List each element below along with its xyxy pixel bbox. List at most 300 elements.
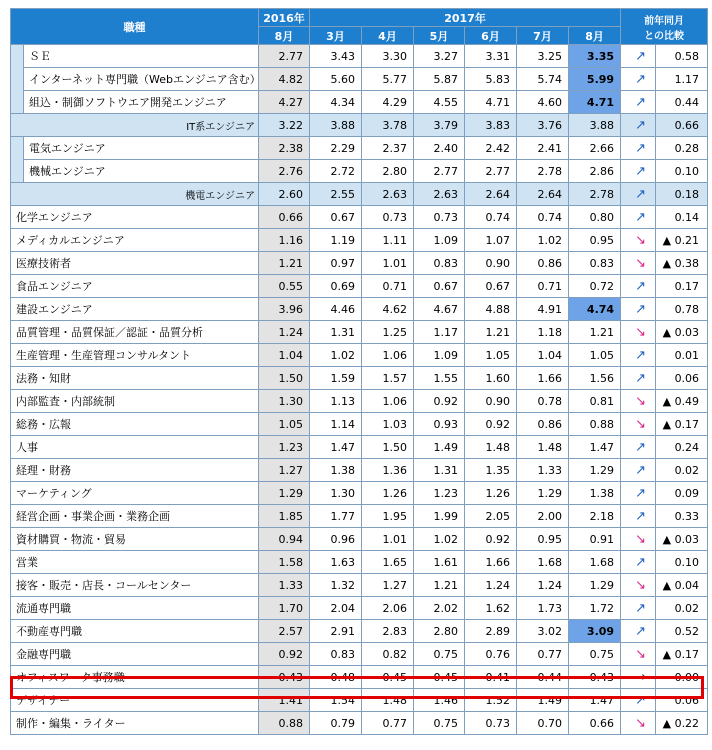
arrow-up-right-icon: ↗ (635, 71, 646, 87)
job-name: 接客・販売・店長・コールセンター (11, 574, 259, 597)
job-name: マーケティング (11, 482, 259, 505)
value-2017: 1.35 (465, 459, 517, 482)
yoy-diff: ▲ 0.03 (656, 528, 708, 551)
year-2017-header: 2017年 (310, 9, 621, 27)
arrow-down-right-icon: ↘ (635, 531, 646, 547)
value-2017: 1.05 (465, 344, 517, 367)
value-2017: 1.48 (517, 436, 569, 459)
value-2017: 0.75 (569, 643, 621, 666)
value-2017: 0.95 (517, 528, 569, 551)
value-2017: 0.95 (569, 229, 621, 252)
value-2017: 2.80 (362, 160, 414, 183)
value-2017: 0.86 (517, 413, 569, 436)
value-2017: 0.74 (465, 206, 517, 229)
table-row (11, 436, 708, 459)
arrow-down-right-icon: ↘ (635, 255, 646, 271)
value-2016-aug: 0.92 (259, 643, 310, 666)
value-2017: 0.83 (310, 643, 362, 666)
value-2017: 5.77 (362, 68, 414, 91)
value-2017: 0.66 (569, 712, 621, 735)
value-2017: 1.49 (517, 689, 569, 712)
value-2016-aug: 1.70 (259, 597, 310, 620)
job-name: 化学エンジニア (11, 206, 259, 229)
value-2017: 2.77 (414, 160, 465, 183)
arrow-right-icon: → (635, 669, 646, 685)
job-name: 資材購買・物流・貿易 (11, 528, 259, 551)
value-2017: 0.86 (517, 252, 569, 275)
value-2017: 0.88 (569, 413, 621, 436)
table-row (11, 551, 708, 574)
job-name: 建設エンジニア (11, 298, 259, 321)
value-2017: 1.26 (465, 482, 517, 505)
yoy-diff: 0.33 (656, 505, 708, 528)
table-row (11, 643, 708, 666)
job-name: 人事 (11, 436, 259, 459)
value-2017: 4.34 (310, 91, 362, 114)
value-2016-aug: 2.60 (259, 183, 310, 206)
value-2017: 1.05 (569, 344, 621, 367)
value-2017: 0.75 (414, 643, 465, 666)
value-2017: 1.07 (465, 229, 517, 252)
value-2017: 3.09 (569, 620, 621, 643)
value-2017: 1.02 (310, 344, 362, 367)
arrow-up-right-icon: ↗ (635, 439, 646, 455)
yoy-diff: ▲ 0.17 (656, 413, 708, 436)
job-name: 経営企画・事業企画・業務企画 (11, 505, 259, 528)
value-2017: 1.77 (310, 505, 362, 528)
value-2017: 1.55 (414, 367, 465, 390)
value-2017: 0.92 (414, 390, 465, 413)
value-2017: 2.63 (414, 183, 465, 206)
value-2017: 1.61 (414, 551, 465, 574)
arrow-up-right-icon: ↗ (635, 623, 646, 639)
value-2017: 2.05 (465, 505, 517, 528)
value-2016-aug: 2.77 (259, 45, 310, 68)
value-2017: 1.09 (414, 229, 465, 252)
value-2017: 1.36 (362, 459, 414, 482)
value-2017: 1.21 (569, 321, 621, 344)
value-2017: 1.56 (569, 367, 621, 390)
job-name: 医療技術者 (11, 252, 259, 275)
yoy-diff: 0.10 (656, 160, 708, 183)
yoy-diff: ▲ 0.21 (656, 229, 708, 252)
yoy-diff: ▲ 0.38 (656, 252, 708, 275)
yoy-diff: ▲ 0.03 (656, 321, 708, 344)
value-2017: 5.87 (414, 68, 465, 91)
job-name: 金融専門職 (11, 643, 259, 666)
value-2016-aug: 2.76 (259, 160, 310, 183)
value-2017: 0.72 (569, 275, 621, 298)
arrow-down-right-icon: ↘ (635, 646, 646, 662)
yoy-diff: 0.44 (656, 91, 708, 114)
value-2017: 2.83 (362, 620, 414, 643)
value-2017: 5.83 (465, 68, 517, 91)
arrow-down-right-icon: ↘ (635, 232, 646, 248)
yoy-diff: 0.52 (656, 620, 708, 643)
job-name: 流通専門職 (11, 597, 259, 620)
value-2016-aug: 3.22 (259, 114, 310, 137)
value-2017: 1.30 (310, 482, 362, 505)
value-2017: 1.19 (310, 229, 362, 252)
value-2017: 2.64 (517, 183, 569, 206)
yoy-diff: 0.09 (656, 482, 708, 505)
value-2017: 0.43 (569, 666, 621, 689)
value-2017: 2.63 (362, 183, 414, 206)
value-2017: 1.68 (569, 551, 621, 574)
value-2017: 4.29 (362, 91, 414, 114)
value-2017: 0.70 (517, 712, 569, 735)
value-2017: 1.11 (362, 229, 414, 252)
value-2017: 0.67 (465, 275, 517, 298)
value-2017: 0.81 (569, 390, 621, 413)
value-2017: 1.48 (362, 689, 414, 712)
indent-cell (11, 137, 24, 160)
job-name: 生産管理・生産管理コンサルタント (11, 344, 259, 367)
value-2017: 1.63 (310, 551, 362, 574)
value-2017: 0.71 (362, 275, 414, 298)
value-2017: 1.33 (517, 459, 569, 482)
value-2017: 1.29 (569, 574, 621, 597)
value-2017: 2.04 (310, 597, 362, 620)
value-2017: 5.99 (569, 68, 621, 91)
value-2017: 0.45 (414, 666, 465, 689)
value-2016-aug: 3.96 (259, 298, 310, 321)
value-2017: 1.59 (310, 367, 362, 390)
value-2016-aug: 0.43 (259, 666, 310, 689)
value-2017: 1.29 (569, 459, 621, 482)
value-2017: 1.62 (465, 597, 517, 620)
yoy-diff: 0.00 (656, 666, 708, 689)
job-name: 経理・財務 (11, 459, 259, 482)
value-2017: 3.76 (517, 114, 569, 137)
value-2017: 2.86 (569, 160, 621, 183)
value-2017: 1.21 (414, 574, 465, 597)
yoy-diff: ▲ 0.04 (656, 574, 708, 597)
value-2017: 0.96 (310, 528, 362, 551)
table-row (11, 68, 708, 91)
arrow-up-right-icon: ↗ (635, 347, 646, 363)
value-2017: 1.38 (310, 459, 362, 482)
value-2017: 2.72 (310, 160, 362, 183)
value-2017: 4.60 (517, 91, 569, 114)
month-header: 5月 (414, 27, 465, 45)
value-2017: 1.72 (569, 597, 621, 620)
arrow-up-right-icon: ↗ (635, 301, 646, 317)
value-2017: 1.99 (414, 505, 465, 528)
arrow-down-right-icon: ↘ (635, 393, 646, 409)
arrow-up-right-icon: ↗ (635, 117, 646, 133)
value-2017: 2.64 (465, 183, 517, 206)
value-2017: 2.06 (362, 597, 414, 620)
value-2017: 2.29 (310, 137, 362, 160)
value-2017: 1.18 (517, 321, 569, 344)
value-2016-aug: 0.55 (259, 275, 310, 298)
value-2017: 0.78 (517, 390, 569, 413)
arrow-down-right-icon: ↘ (635, 715, 646, 731)
table-row (11, 620, 708, 643)
value-2017: 2.80 (414, 620, 465, 643)
arrow-up-right-icon: ↗ (635, 278, 646, 294)
value-2017: 0.93 (414, 413, 465, 436)
value-2017: 3.02 (517, 620, 569, 643)
value-2017: 2.91 (310, 620, 362, 643)
table-row (11, 183, 708, 206)
yoy-diff: 1.17 (656, 68, 708, 91)
table-row (11, 482, 708, 505)
table-row (11, 252, 708, 275)
value-2017: 3.79 (414, 114, 465, 137)
yoy-diff: 0.58 (656, 45, 708, 68)
value-2016-aug: 2.38 (259, 137, 310, 160)
value-2016-aug: 4.82 (259, 68, 310, 91)
value-2017: 3.83 (465, 114, 517, 137)
value-2017: 2.55 (310, 183, 362, 206)
value-2017: 3.88 (310, 114, 362, 137)
value-2017: 0.80 (569, 206, 621, 229)
value-2017: 0.41 (465, 666, 517, 689)
value-2017: 0.90 (465, 252, 517, 275)
value-2017: 0.77 (517, 643, 569, 666)
value-2017: 1.66 (517, 367, 569, 390)
value-2017: 1.13 (310, 390, 362, 413)
value-2016-aug: 1.58 (259, 551, 310, 574)
value-2017: 0.97 (310, 252, 362, 275)
value-2017: 1.23 (414, 482, 465, 505)
arrow-up-right-icon: ↗ (635, 554, 646, 570)
arrow-down-right-icon: ↘ (635, 324, 646, 340)
yoy-diff: 0.02 (656, 597, 708, 620)
yoy-diff: 0.24 (656, 436, 708, 459)
job-name: 品質管理・品質保証／認証・品質分析 (11, 321, 259, 344)
value-2017: 3.35 (569, 45, 621, 68)
value-2017: 0.71 (517, 275, 569, 298)
table-row (11, 574, 708, 597)
value-2017: 4.46 (310, 298, 362, 321)
value-2017: 4.74 (569, 298, 621, 321)
group-subtotal-name: 機電エンジニア (11, 183, 259, 206)
value-2017: 4.67 (414, 298, 465, 321)
value-2017: 2.00 (517, 505, 569, 528)
value-2017: 4.71 (569, 91, 621, 114)
value-2017: 1.54 (310, 689, 362, 712)
job-name: ＳＥ (24, 45, 259, 68)
value-2017: 0.92 (465, 528, 517, 551)
value-2017: 1.03 (362, 413, 414, 436)
value-2016-aug: 1.05 (259, 413, 310, 436)
yoy-diff: 0.17 (656, 275, 708, 298)
value-2017: 2.66 (569, 137, 621, 160)
value-2016-aug: 0.66 (259, 206, 310, 229)
indent-cell (11, 68, 24, 91)
table-row (11, 114, 708, 137)
value-2017: 0.76 (465, 643, 517, 666)
value-2017: 1.01 (362, 528, 414, 551)
value-2017: 2.18 (569, 505, 621, 528)
value-2017: 3.30 (362, 45, 414, 68)
value-2017: 3.43 (310, 45, 362, 68)
value-2017: 0.83 (414, 252, 465, 275)
value-2016-aug: 1.29 (259, 482, 310, 505)
value-2017: 0.83 (569, 252, 621, 275)
table-row (11, 344, 708, 367)
value-2017: 0.75 (414, 712, 465, 735)
value-2017: 2.89 (465, 620, 517, 643)
value-2017: 0.67 (310, 206, 362, 229)
arrow-down-right-icon: ↘ (635, 577, 646, 593)
arrow-up-right-icon: ↗ (635, 485, 646, 501)
value-2016-aug: 1.27 (259, 459, 310, 482)
job-name: オフィスワーク事務職 (11, 666, 259, 689)
value-2017: 1.31 (310, 321, 362, 344)
value-2017: 1.31 (414, 459, 465, 482)
value-2017: 1.38 (569, 482, 621, 505)
value-2017: 2.37 (362, 137, 414, 160)
value-2017: 0.90 (465, 390, 517, 413)
job-name: 総務・広報 (11, 413, 259, 436)
value-2017: 0.44 (517, 666, 569, 689)
value-2017: 5.60 (310, 68, 362, 91)
indent-cell (11, 91, 24, 114)
value-2017: 1.32 (310, 574, 362, 597)
value-2017: 1.47 (569, 436, 621, 459)
value-2017: 1.47 (310, 436, 362, 459)
job-name: 食品エンジニア (11, 275, 259, 298)
table-row (11, 712, 708, 735)
highlight-callout-box (10, 676, 704, 699)
value-2017: 1.06 (362, 390, 414, 413)
value-2017: 1.25 (362, 321, 414, 344)
value-2016-aug: 0.88 (259, 712, 310, 735)
group-subtotal-name: IT系エンジニア (11, 114, 259, 137)
month-header: 8月 (259, 27, 310, 45)
arrow-up-right-icon: ↗ (635, 94, 646, 110)
value-2017: 4.55 (414, 91, 465, 114)
value-2017: 1.52 (465, 689, 517, 712)
job-ratio-table (10, 8, 708, 735)
job-name: 不動産専門職 (11, 620, 259, 643)
table-body (11, 45, 708, 735)
value-2017: 2.41 (517, 137, 569, 160)
arrow-up-right-icon: ↗ (635, 600, 646, 616)
month-header: 8月 (569, 27, 621, 45)
value-2017: 4.91 (517, 298, 569, 321)
value-2016-aug: 1.23 (259, 436, 310, 459)
value-2017: 1.09 (414, 344, 465, 367)
table-row (11, 160, 708, 183)
value-2017: 2.02 (414, 597, 465, 620)
yoy-diff: ▲ 0.49 (656, 390, 708, 413)
arrow-up-right-icon: ↗ (635, 48, 646, 64)
value-2017: 0.73 (362, 206, 414, 229)
value-2017: 1.06 (362, 344, 414, 367)
table-row (11, 505, 708, 528)
job-name: 内部監査・内部統制 (11, 390, 259, 413)
value-2017: 1.57 (362, 367, 414, 390)
value-2017: 4.62 (362, 298, 414, 321)
yoy-diff: 0.10 (656, 551, 708, 574)
table-row (11, 390, 708, 413)
table-row (11, 528, 708, 551)
value-2016-aug: 1.24 (259, 321, 310, 344)
value-2017: 0.69 (310, 275, 362, 298)
value-2017: 2.40 (414, 137, 465, 160)
job-name: 法務・知財 (11, 367, 259, 390)
value-2017: 0.73 (465, 712, 517, 735)
value-2017: 2.42 (465, 137, 517, 160)
value-2017: 5.74 (517, 68, 569, 91)
yoy-diff: 0.18 (656, 183, 708, 206)
table-row (11, 91, 708, 114)
value-2016-aug: 1.41 (259, 689, 310, 712)
value-2017: 4.71 (465, 91, 517, 114)
table-row (11, 206, 708, 229)
table-row (11, 597, 708, 620)
indent-cell (11, 160, 24, 183)
value-2017: 1.02 (517, 229, 569, 252)
value-2017: 1.26 (362, 482, 414, 505)
value-2017: 0.74 (517, 206, 569, 229)
month-header: 7月 (517, 27, 569, 45)
value-2016-aug: 1.33 (259, 574, 310, 597)
category-header: 職種 (11, 9, 259, 45)
value-2017: 1.49 (414, 436, 465, 459)
value-2017: 3.31 (465, 45, 517, 68)
value-2017: 2.78 (517, 160, 569, 183)
value-2017: 1.65 (362, 551, 414, 574)
value-2017: 1.47 (569, 689, 621, 712)
value-2016-aug: 1.04 (259, 344, 310, 367)
arrow-up-right-icon: ↗ (635, 140, 646, 156)
job-name: メディカルエンジニア (11, 229, 259, 252)
value-2017: 1.46 (414, 689, 465, 712)
year-2016-header: 2016年 (259, 9, 310, 27)
value-2017: 0.91 (569, 528, 621, 551)
arrow-down-right-icon: ↘ (635, 416, 646, 432)
value-2017: 0.45 (362, 666, 414, 689)
value-2017: 2.77 (465, 160, 517, 183)
value-2016-aug: 1.30 (259, 390, 310, 413)
table-row (11, 298, 708, 321)
comparison-header: 前年同月 との比較 (621, 9, 708, 45)
arrow-up-right-icon: ↗ (635, 163, 646, 179)
table-row (11, 45, 708, 68)
value-2017: 1.95 (362, 505, 414, 528)
value-2017: 1.04 (517, 344, 569, 367)
value-2016-aug: 1.85 (259, 505, 310, 528)
value-2017: 1.17 (414, 321, 465, 344)
table-row (11, 367, 708, 390)
yoy-diff: 0.66 (656, 114, 708, 137)
value-2017: 0.92 (465, 413, 517, 436)
value-2016-aug: 1.21 (259, 252, 310, 275)
value-2017: 1.02 (414, 528, 465, 551)
month-header: 4月 (362, 27, 414, 45)
value-2017: 1.14 (310, 413, 362, 436)
value-2017: 3.27 (414, 45, 465, 68)
value-2016-aug: 1.50 (259, 367, 310, 390)
table-row (11, 137, 708, 160)
yoy-diff: 0.28 (656, 137, 708, 160)
value-2017: 3.78 (362, 114, 414, 137)
yoy-diff: 0.78 (656, 298, 708, 321)
table-row (11, 459, 708, 482)
value-2017: 1.29 (517, 482, 569, 505)
yoy-diff: 0.01 (656, 344, 708, 367)
job-name: 機械エンジニア (24, 160, 259, 183)
job-name: 組込・制御ソフトウエア開発エンジニア (24, 91, 259, 114)
value-2017: 1.24 (517, 574, 569, 597)
month-header: 6月 (465, 27, 517, 45)
